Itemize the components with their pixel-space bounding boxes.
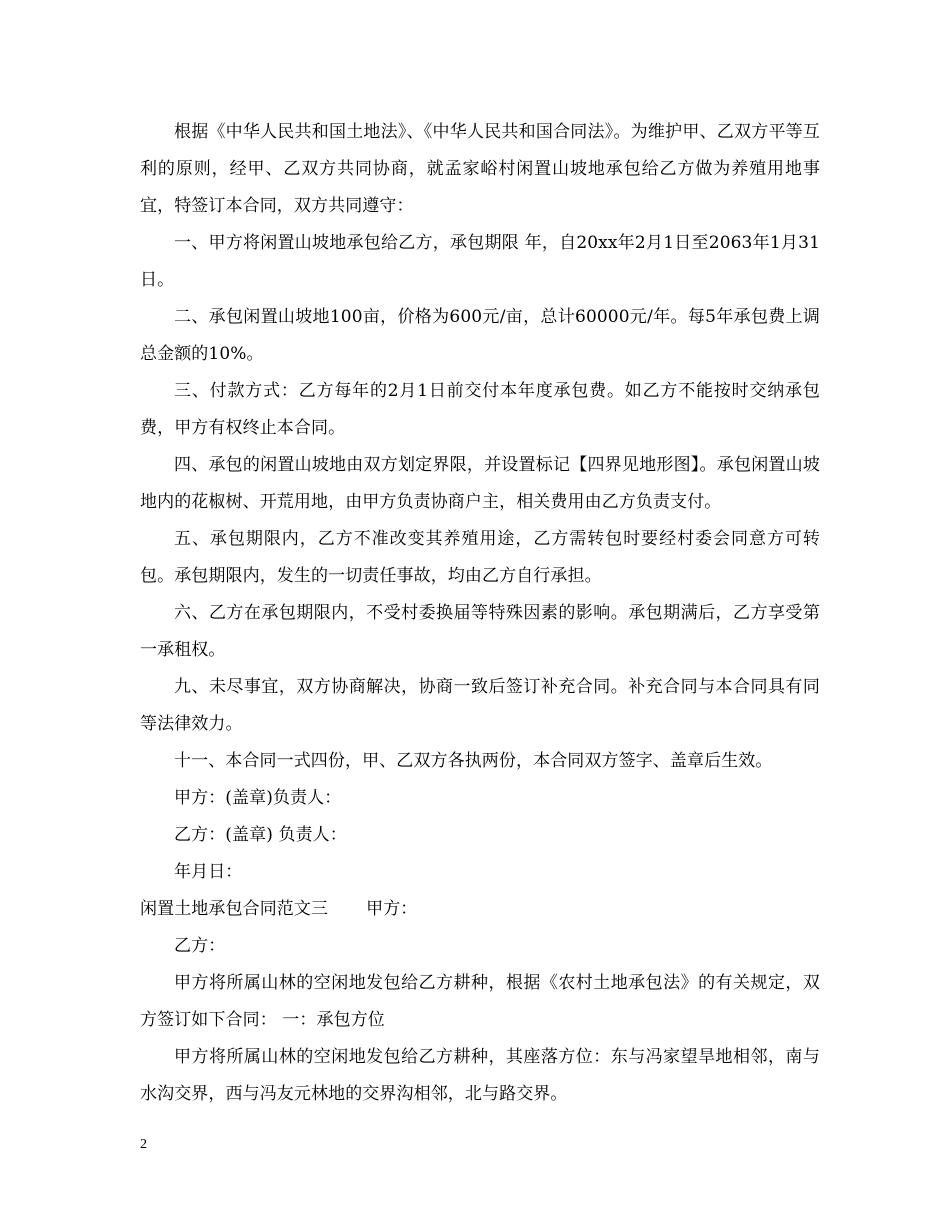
paragraph-clause-5: 五、承包期限内，乙方不准改变其养殖用途，乙方需转包时要经村委会同意方可转包。承包期限内，发生的一切责任事故，均由乙方自行承担。 [140, 529, 820, 586]
paragraph-clause-9: 九、未尽事宜，双方协商解决，协商一致后签订补充合同。补充合同与本合同具有同等法律效力。 [140, 677, 820, 734]
paragraph-location: 甲方将所属山林的空闲地发包给乙方耕种，其座落方位：东与冯家望旱地相邻，南与水沟交界，西与冯友元林地的交界沟相邻，北与路交界。 [140, 1047, 820, 1104]
section-party-a: 甲方： [366, 899, 418, 919]
paragraph-clause-2: 二、承包闲置山坡地100亩，价格为600元/亩，总计60000元/年。每5年承包费上调总金额的10%。 [140, 307, 820, 364]
signature-date: 年月日： [174, 862, 243, 882]
section-party-b: 乙方： [174, 936, 226, 956]
document-body [140, 114, 820, 1113]
signature-party-a: 甲方：(盖章)负责人： [174, 788, 342, 808]
paragraph-preamble: 根据《中华人民共和国土地法》、《中华人民共和国合同法》。为维护甲、乙双方平等互利的原则，经甲、乙双方共同协商，就孟家峪村闲置山坡地承包给乙方做为养殖用地事宜，特签订本合同，双方共同遵守： [140, 122, 820, 216]
section-heading-line [140, 891, 820, 928]
paragraph-clause-4: 四、承包的闲置山坡地由双方划定界限，并设置标记【四界见地形图】。承包闲置山坡地内的花椒树、开荒用地，由甲方负责协商户主，相关费用由乙方负责支付。 [140, 455, 820, 512]
page-number: 2 [140, 1137, 147, 1152]
paragraph-clause-6: 六、乙方在承包期限内，不受村委换届等特殊因素的影响。承包期满后，乙方享受第一承租权。 [140, 603, 820, 660]
paragraph-clause-11: 十一、本合同一式四份，甲、乙双方各执两份，本合同双方签字、盖章后生效。 [174, 751, 773, 771]
paragraph-clause-1: 一、甲方将闲置山坡地承包给乙方，承包期限 年，自20xx年2月1日至2063年1月31日。 [140, 233, 820, 290]
paragraph-clause-3: 三、付款方式：乙方每年的2月1日前交付本年度承包费。如乙方不能按时交纳承包费，甲方有权终止本合同。 [140, 381, 820, 438]
section-title: 闲置土地承包合同范文三 [140, 899, 329, 919]
paragraph-intro: 甲方将所属山林的空闲地发包给乙方耕种，根据《农村土地承包法》的有关规定，双方签订如下合同： 一：承包方位 [140, 973, 820, 1030]
signature-party-b: 乙方：(盖章) 负责人： [174, 825, 347, 845]
